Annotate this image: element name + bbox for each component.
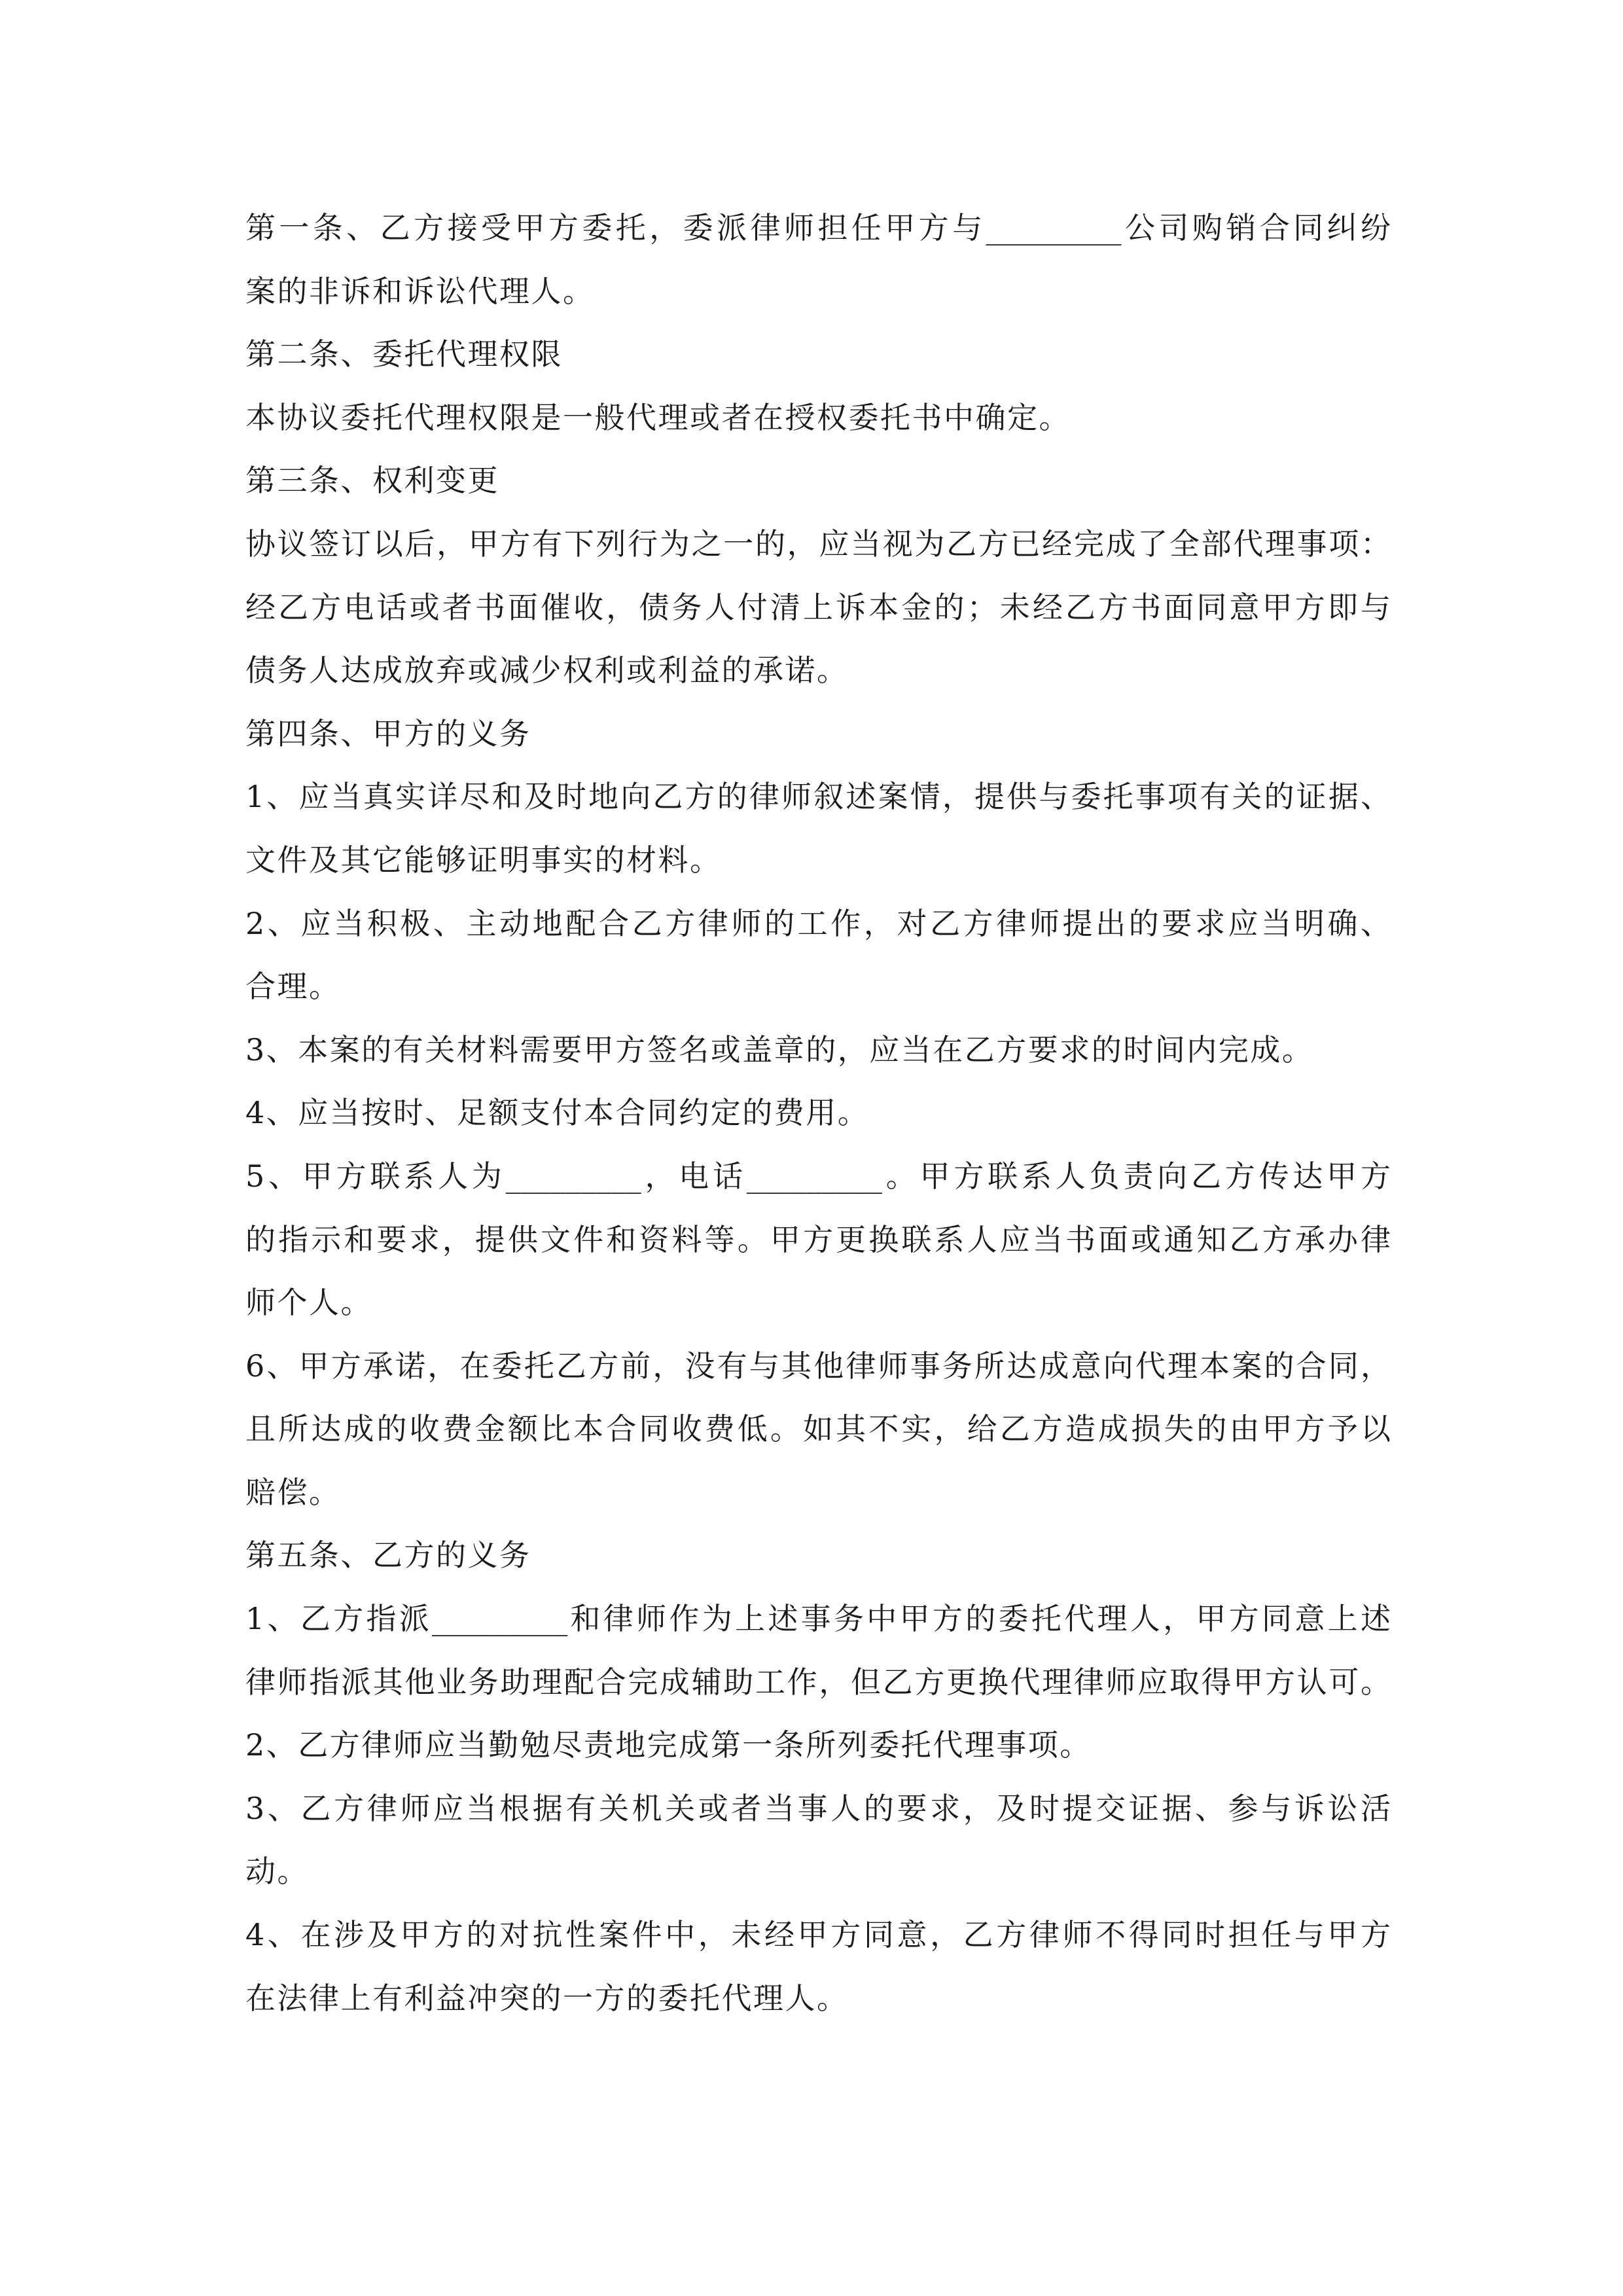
document-line: 赔偿。	[245, 1474, 341, 1510]
document-line: 第一条、乙方接受甲方委托，委派律师担任甲方与_________公司购销合同纠纷	[245, 210, 1391, 245]
document-line: 1、应当真实详尽和及时地向乙方的律师叙述案情，提供与委托事项有关的证据、	[245, 779, 1391, 815]
document-line: 律师指派其他业务助理配合完成辅助工作，但乙方更换代理律师应取得甲方认可。	[245, 1664, 1391, 1700]
document-line: 2、乙方律师应当勤勉尽责地完成第一条所列委托代理事项。	[245, 1727, 1092, 1763]
document-line: 动。	[245, 1854, 309, 1890]
document-line: 债务人达成放弃或减少权利或利益的承诺。	[245, 653, 849, 689]
document-line: 4、在涉及甲方的对抗性案件中，未经甲方同意，乙方律师不得同时担任与甲方	[245, 1917, 1391, 1953]
document-line: 的指示和要求，提供文件和资料等。甲方更换联系人应当书面或通知乙方承办律	[245, 1221, 1391, 1257]
document-line: 经乙方电话或者书面催收，债务人付清上诉本金的；未经乙方书面同意甲方即与	[245, 589, 1391, 625]
document-line: 文件及其它能够证明事实的材料。	[245, 842, 722, 878]
document-line: 第四条、甲方的义务	[245, 715, 531, 751]
document-line: 第三条、权利变更	[245, 463, 499, 499]
document-line: 5、甲方联系人为_________，电话_________。甲方联系人负责向乙方传达甲方	[245, 1158, 1391, 1194]
document-line: 合理。	[245, 969, 341, 1005]
document-line: 且所达成的收费金额比本合同收费低。如其不实，给乙方造成损失的由甲方予以	[245, 1411, 1391, 1447]
document-line: 协议签订以后，甲方有下列行为之一的，应当视为乙方已经完成了全部代理事项：	[245, 526, 1391, 562]
document-line: 4、应当按时、足额支付本合同约定的费用。	[245, 1095, 870, 1131]
document-line: 在法律上有利益冲突的一方的委托代理人。	[245, 1980, 849, 2016]
document-line: 本协议委托代理权限是一般代理或者在授权委托书中确定。	[245, 399, 1071, 435]
document-body	[245, 196, 1391, 2030]
document-line: 师个人。	[245, 1285, 372, 1321]
document-line: 第二条、委托代理权限	[245, 336, 563, 372]
document-line: 2、应当积极、主动地配合乙方律师的工作，对乙方律师提出的要求应当明确、	[245, 905, 1391, 941]
document-line: 1、乙方指派_________和律师作为上述事务中甲方的委托代理人，甲方同意上述	[245, 1601, 1391, 1637]
document-line: 案的非诉和诉讼代理人。	[245, 273, 595, 309]
document-line: 6、甲方承诺，在委托乙方前，没有与其他律师事务所达成意向代理本案的合同，	[245, 1348, 1391, 1384]
document-line: 3、本案的有关材料需要甲方签名或盖章的，应当在乙方要求的时间内完成。	[245, 1031, 1314, 1067]
document-line: 第五条、乙方的义务	[245, 1537, 531, 1573]
document-line: 3、乙方律师应当根据有关机关或者当事人的要求，及时提交证据、参与诉讼活	[245, 1790, 1391, 1826]
